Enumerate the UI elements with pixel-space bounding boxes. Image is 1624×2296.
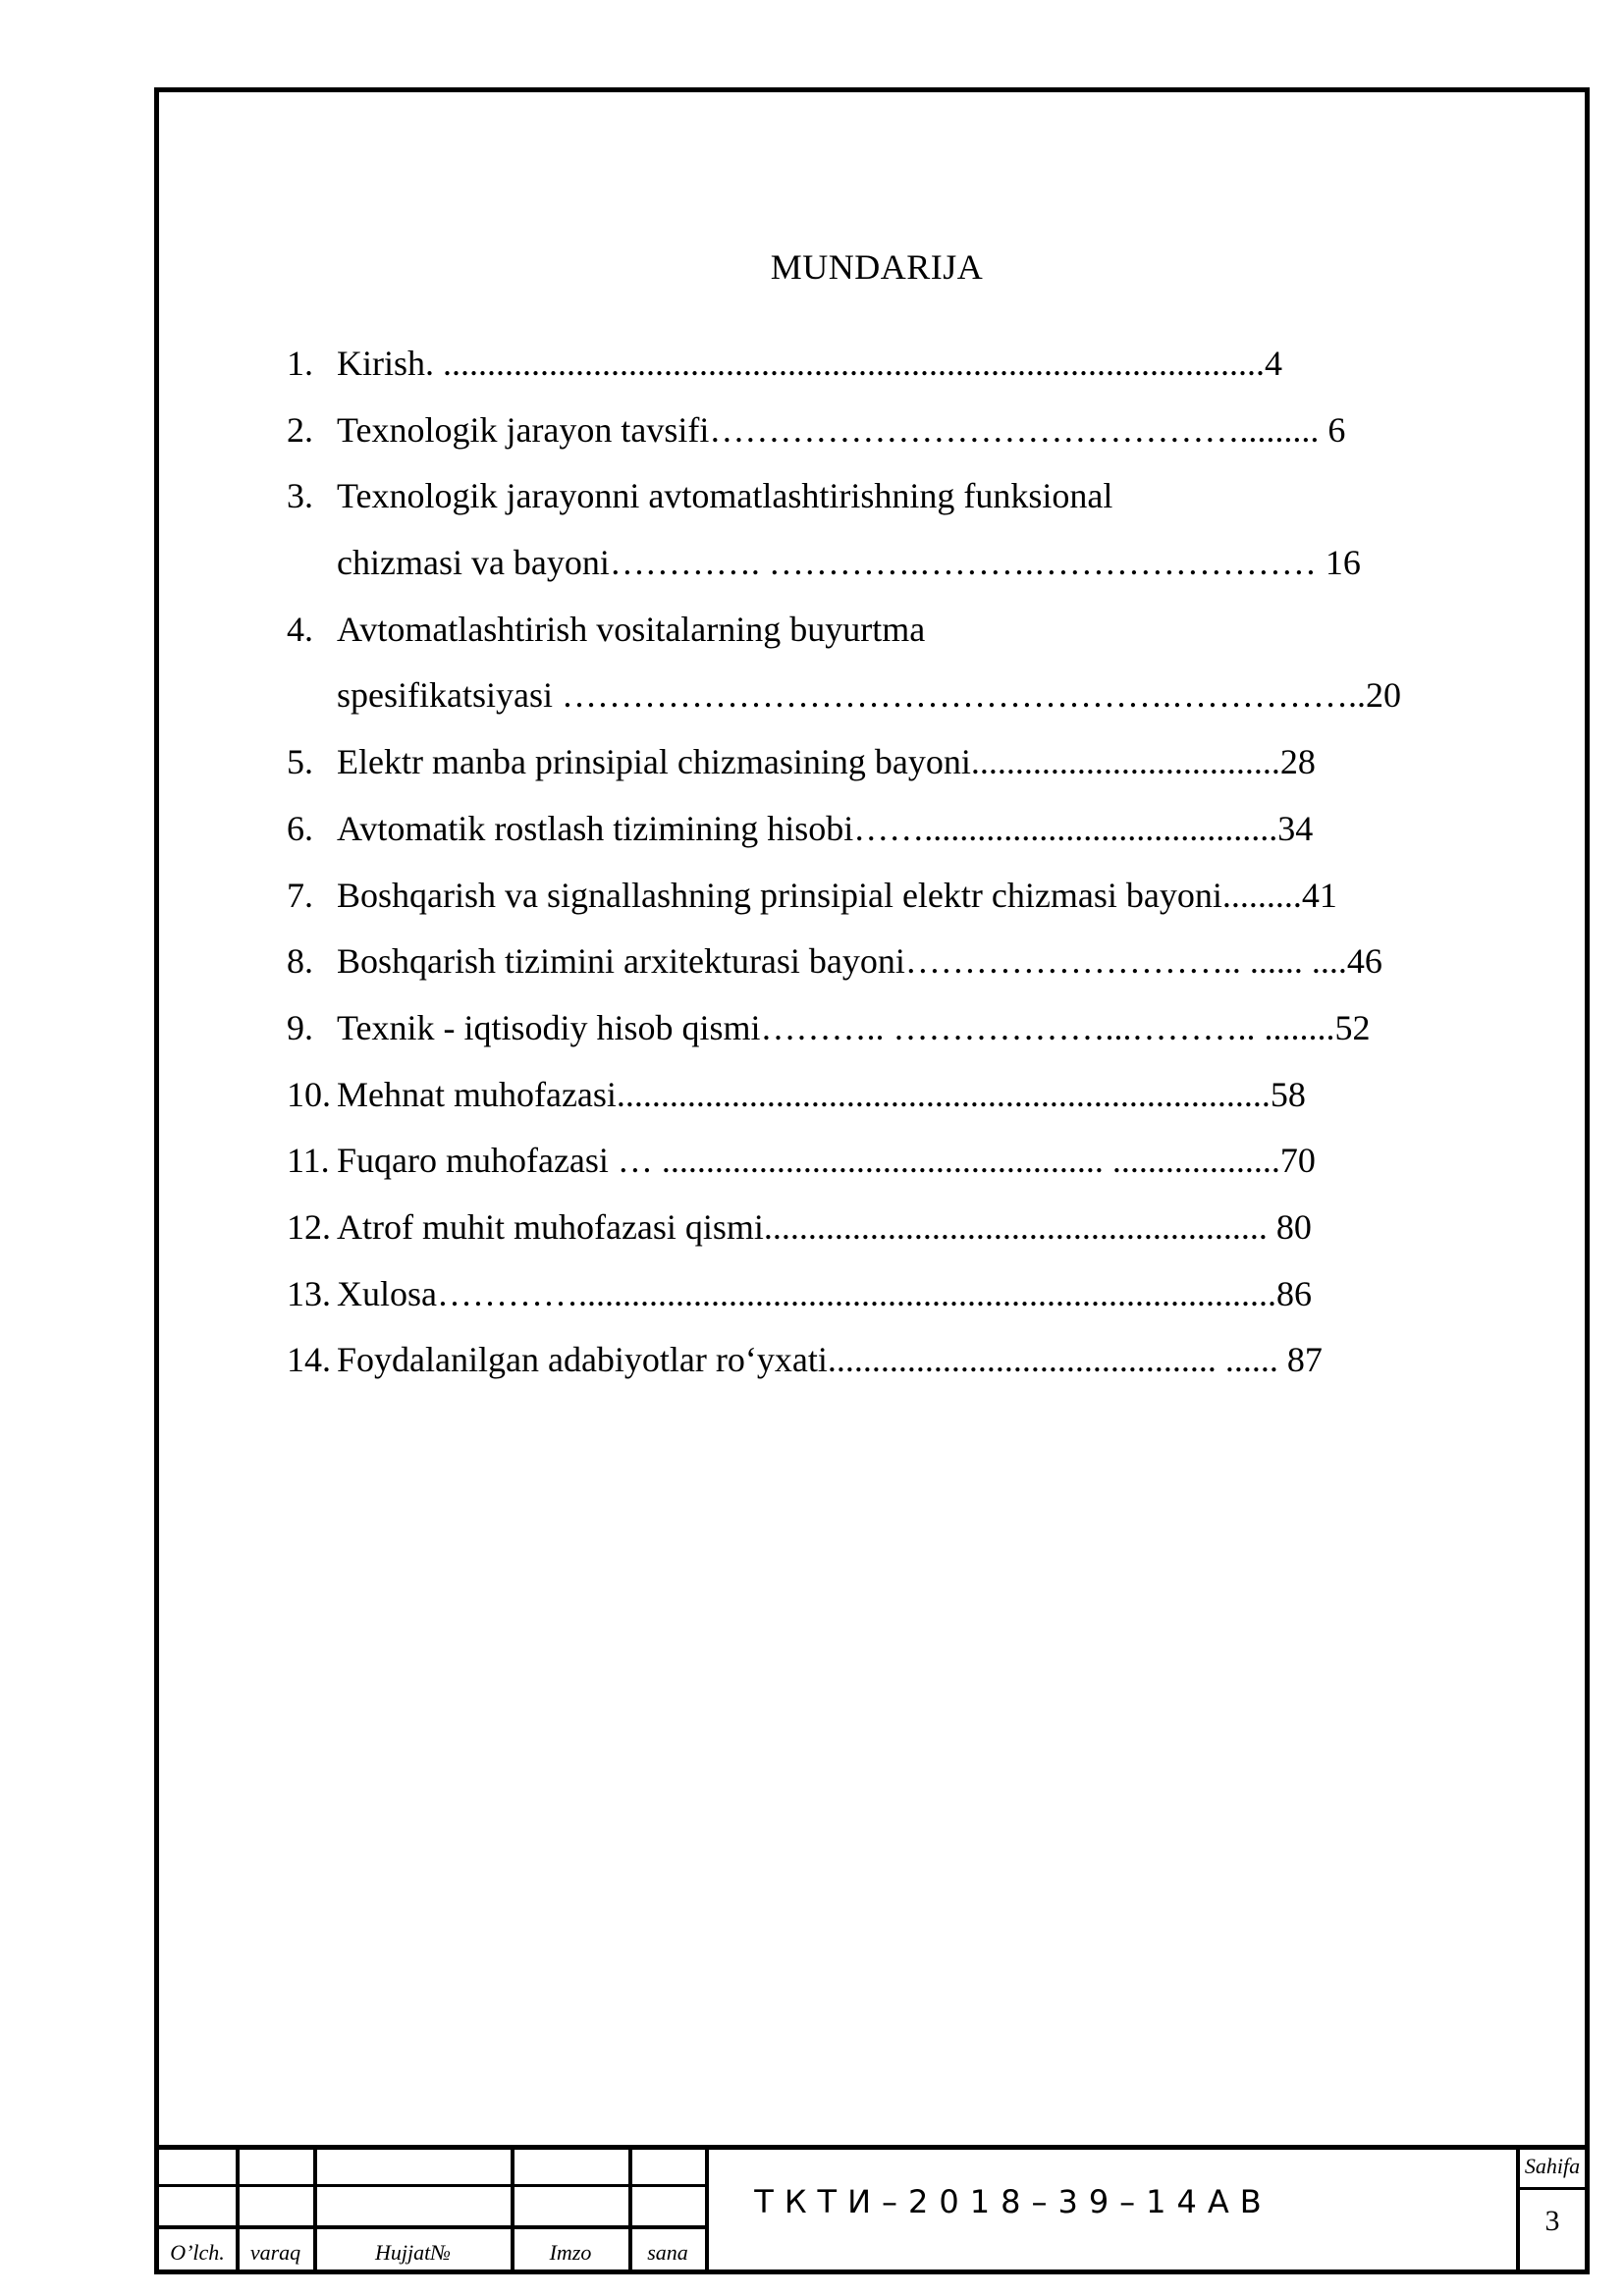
toc-entry-text: Boshqarish tizimini arxitekturasi bayoni……………………….. ...... ....46 <box>337 941 1382 982</box>
toc-entry-1 <box>287 331 1504 398</box>
toc-entry-number: 8. <box>287 941 313 982</box>
toc-entry-text: Fuqaro muhofazasi … .................................................. ...................70 <box>337 1141 1316 1181</box>
toc-entry-number: 2. <box>287 409 313 450</box>
toc-entry-8 <box>287 929 1504 995</box>
table-of-contents <box>287 331 1504 1394</box>
toc-entry-2 <box>287 398 1504 464</box>
toc-entry-text: Texnologik jarayon tavsifi………………………………………......... 6 <box>337 409 1346 450</box>
toc-entry-5 <box>287 729 1504 796</box>
toc-entry-number: 1. <box>287 344 313 383</box>
title-block <box>159 2145 1585 2269</box>
toc-entry-7 <box>287 863 1504 930</box>
toc-entry-number: 7. <box>287 875 313 915</box>
toc-entry-4-continued: spesifikatsiyasi …………………………………………….……………..20 <box>337 675 1401 716</box>
toc-entry-text: Mehnat muhofazasi..........................................................................58 <box>337 1074 1306 1114</box>
toc-entry-text: Texnologik jarayonni avtomatlashtirishning funksional <box>337 476 1113 516</box>
toc-entry-number: 4. <box>287 609 313 649</box>
toc-entry-text: Elektr manba prinsipial chizmasining bayoni...................................28 <box>337 742 1316 782</box>
toc-entry-3 <box>287 463 1504 530</box>
toc-entry-11 <box>287 1128 1504 1195</box>
toc-entry-text: Atrof muhit muhofazasi qismi......................................................... 80 <box>337 1206 1312 1247</box>
stamp-label-varaq: varaq <box>249 2240 301 2265</box>
toc-entry-4 <box>287 597 1504 664</box>
toc-title: MUNDARIJA <box>770 247 984 287</box>
stamp-label-olch: O’lch. <box>170 2240 225 2265</box>
page-frame <box>154 87 1590 2274</box>
toc-entry-text: Boshqarish va signallashning prinsipial elektr chizmasi bayoni.........41 <box>337 875 1337 915</box>
toc-entry-number: 13. <box>287 1273 331 1313</box>
toc-entry-number: 12. <box>287 1206 331 1247</box>
toc-entry-number: 6. <box>287 808 313 848</box>
toc-entry-9 <box>287 995 1504 1062</box>
stamp-sheet-line <box>1518 2187 1585 2190</box>
toc-entry-text: Xulosa…………...............................................................................86 <box>337 1273 1312 1313</box>
toc-entry-text: Avtomatik rostlash tizimining hisobi……........................................34 <box>337 808 1314 848</box>
stamp-label-sana: sana <box>647 2240 688 2265</box>
toc-entry-number: 9. <box>287 1007 313 1047</box>
stamp-label-hujjat: Hujjat№ <box>375 2240 451 2265</box>
toc-entry-text: Foydalanilgan adabiyotlar ro‘yxati............................................ ...... 87 <box>337 1340 1323 1380</box>
toc-entry-text: Kirish. .............................................................................................4 <box>337 344 1282 383</box>
toc-entry-text: Avtomatlashtirish vositalarning buyurtma <box>337 609 926 649</box>
stamp-row-line <box>159 2225 709 2229</box>
toc-entry-number: 11. <box>287 1141 330 1181</box>
toc-entry-number: 10. <box>287 1074 331 1114</box>
toc-entry-13 <box>287 1261 1504 1328</box>
sheet-label: Sahifa <box>1524 2154 1581 2178</box>
stamp-label-imzo: Imzo <box>549 2240 592 2265</box>
toc-entry-6 <box>287 796 1504 863</box>
stamp-row-line <box>159 2184 709 2187</box>
toc-entry-14 <box>287 1327 1504 1394</box>
toc-entry-3-continued: chizmasi va bayoni…………. ………….……….…………………… 16 <box>337 543 1361 583</box>
toc-entry-12 <box>287 1195 1504 1261</box>
toc-entry-text: Texnik - iqtisodiy hisob qismi……….. ………………...……….. ........52 <box>337 1007 1371 1047</box>
document-code: ТКТИ–2018–39–14АВ <box>754 2183 1272 2220</box>
toc-entry-number: 14. <box>287 1340 331 1380</box>
toc-entry-10 <box>287 1062 1504 1129</box>
toc-entry-number: 5. <box>287 742 313 782</box>
sheet-number: 3 <box>1544 2205 1560 2237</box>
toc-entry-number: 3. <box>287 476 313 516</box>
